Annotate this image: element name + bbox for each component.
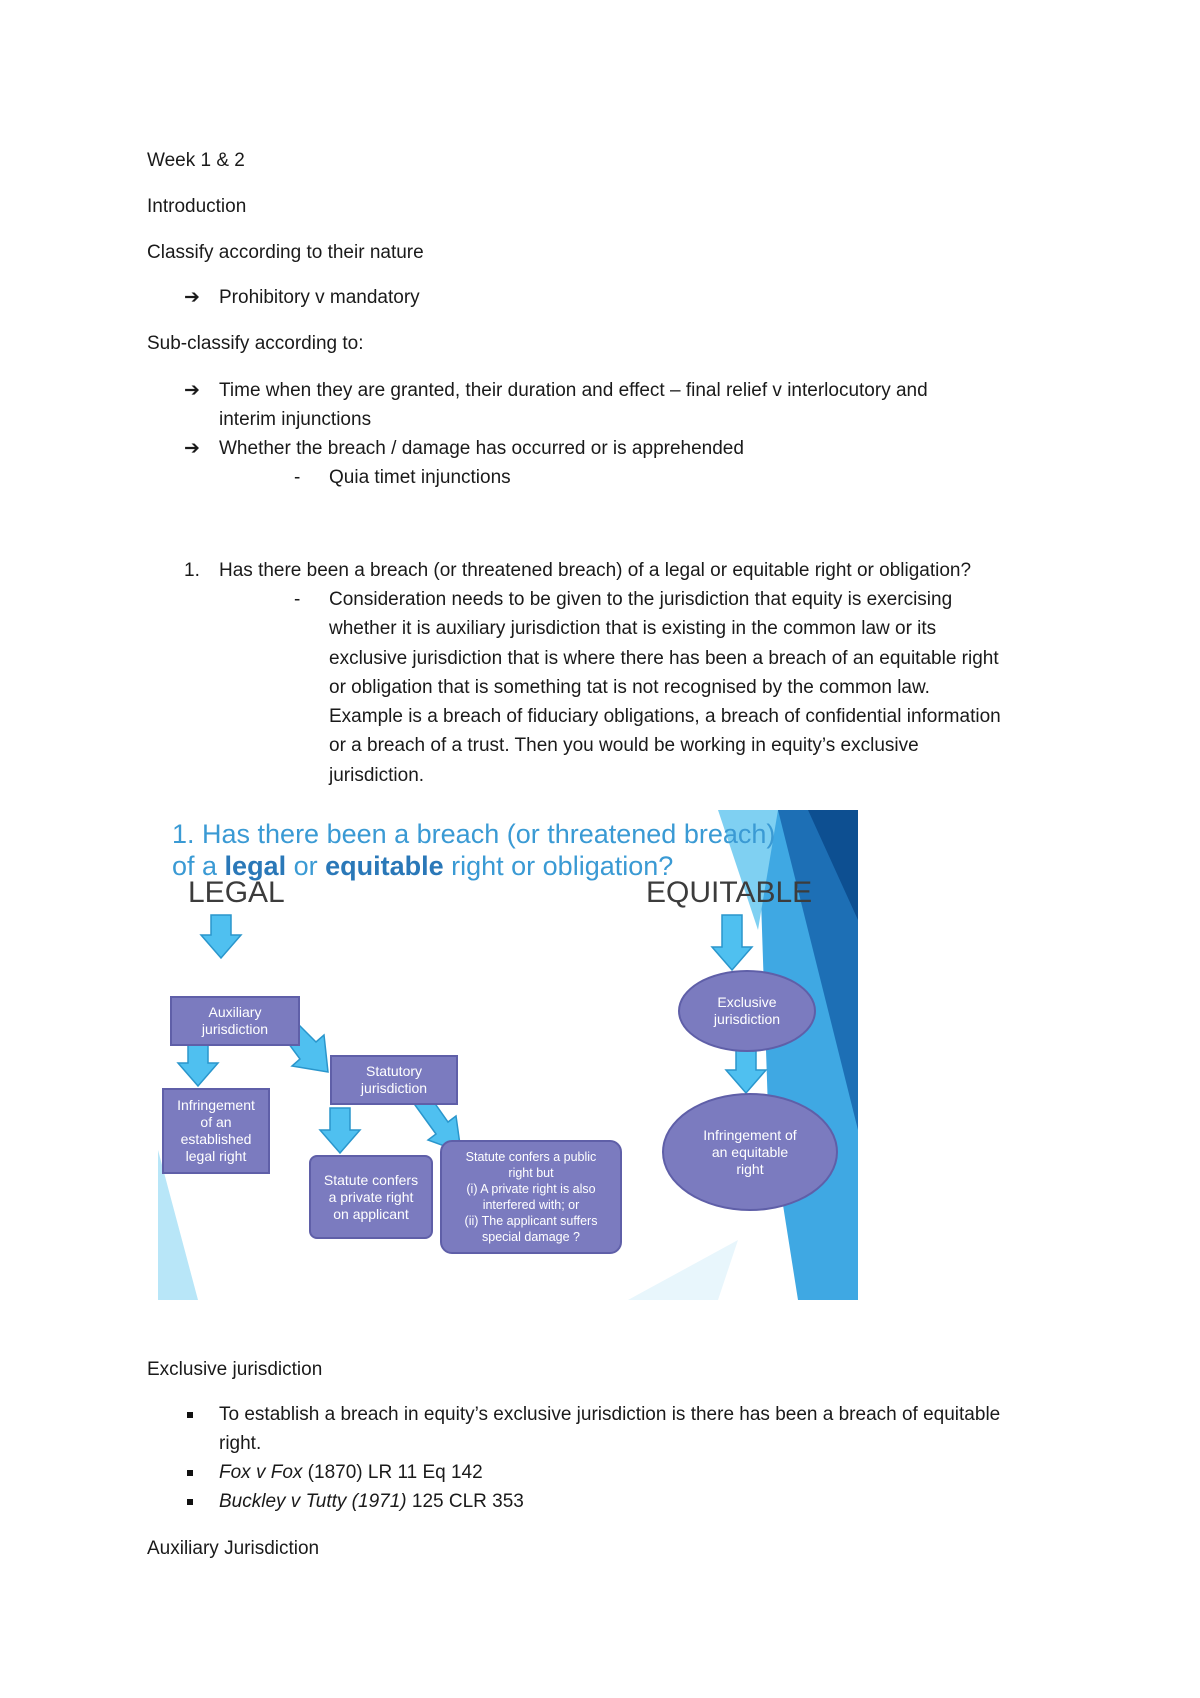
auxiliary-jurisdiction-box: Auxiliary jurisdiction [170,996,300,1046]
dash-bullet: - [294,589,301,610]
sub-dash-item: Quia timet injunctions [329,467,511,488]
infringement-legal-right-box: Infringement of an established legal right [162,1088,270,1174]
sub-item-1-line2: interim injunctions [219,409,372,430]
subclassify-heading: Sub-classify according to: [147,333,364,354]
classify-heading: Classify according to their nature [147,242,424,263]
statute-public-right-box: Statute confers a public right but (i) A private right is also interfered with; or (ii) The applicant suffers special damage ? [440,1140,622,1254]
statutory-jurisdiction-box: Statutory jurisdiction [330,1055,458,1105]
auxiliary-jurisdiction-heading: Auxiliary Jurisdiction [147,1538,320,1559]
equitable-heading: EQUITABLE [646,876,813,909]
para-line: exclusive jurisdiction that is where there has been a breach of an equitable right [329,647,999,669]
arrow-bullet-icon: ➔ [184,438,200,459]
question-number: 1. [184,560,200,581]
arrow-bullet-icon: ➔ [184,287,200,308]
para-line: or a breach of a trust. Then you would be working in equity’s exclusive [329,735,919,757]
introduction-heading: Introduction [147,196,247,217]
classify-item: Prohibitory v mandatory [219,287,420,308]
slide-title-line1: 1. Has there been a breach (or threatened breach) [172,819,776,849]
case-buckley-v-tutty: Buckley v Tutty (1971) 125 CLR 353 [219,1491,524,1512]
legal-heading: LEGAL [188,876,285,909]
square-bullet-icon [187,1470,193,1476]
slide-title-line2: of a legal or equitable right or obligation? [172,851,674,881]
statute-private-right-box: Statute confers a private right on applicant [309,1155,433,1239]
para-line: jurisdiction. [329,764,425,786]
week-heading: Week 1 & 2 [147,150,245,171]
embedded-slide-diagram [158,810,858,1300]
para-line: whether it is auxiliary jurisdiction that is existing in the common law or its [329,618,937,640]
slide-title [172,818,775,882]
para-line: Example is a breach of fiduciary obligations, a breach of confidential information [329,706,1001,728]
arrow-bullet-icon: ➔ [184,380,200,401]
para-line: Consideration needs to be given to the jurisdiction that equity is exercising [329,589,953,610]
exclusive-jurisdiction-oval: Exclusive jurisdiction [678,970,816,1052]
square-bullet-icon [187,1412,193,1418]
infringement-equitable-right-oval: Infringement of an equitable right [662,1093,838,1211]
exclusive-jurisdiction-heading: Exclusive jurisdiction [147,1359,323,1380]
case-fox-v-fox: Fox v Fox (1870) LR 11 Eq 142 [219,1462,483,1483]
exclusive-item-line1: To establish a breach in equity’s exclusive jurisdiction is there has been a breach of equitable [219,1404,1001,1425]
dash-bullet: - [294,467,301,488]
square-bullet-icon [187,1499,193,1505]
para-line: or obligation that is something tat is not recognised by the common law. [329,676,930,698]
question-1: Has there been a breach (or threatened breach) of a legal or equitable right or obligation? [219,560,972,581]
question-1-explanation [329,585,1001,790]
sub-item-2: Whether the breach / damage has occurred or is apprehended [219,438,744,459]
exclusive-item-line2: right. [219,1433,262,1454]
sub-item-1-line1: Time when they are granted, their duration and effect – final relief v interlocutory and [219,380,928,401]
